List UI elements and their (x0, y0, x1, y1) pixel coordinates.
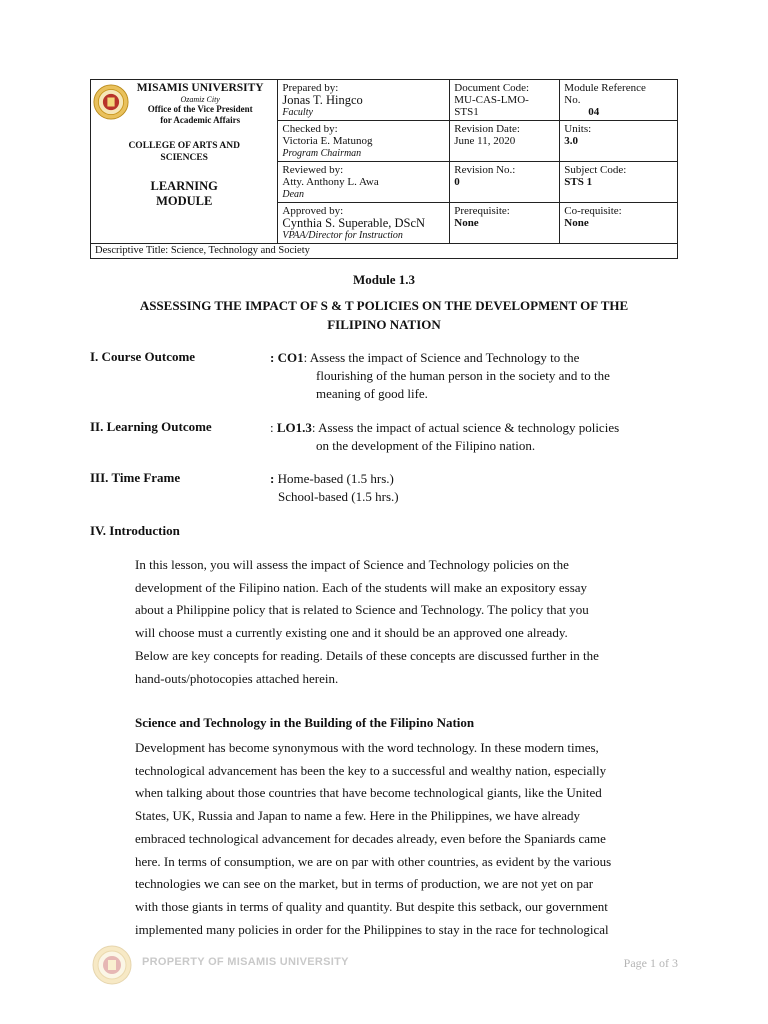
section-line: technological advancement has been the key to a successful and wealthy nation, especially (135, 762, 607, 778)
module-ref-value: 04 (588, 106, 600, 118)
section-paragraph (135, 737, 681, 941)
module-ref-label-1: Module Reference (564, 82, 646, 94)
learning-outcome-label: II. Learning Outcome (90, 419, 212, 434)
units-cell (560, 121, 678, 162)
doc-code-label: Document Code: (454, 82, 530, 94)
checked-role: Program Chairman (282, 148, 362, 159)
course-outcome-label: I. Course Outcome (90, 349, 196, 364)
approved-role: VPAA/Director for Instruction (282, 230, 403, 241)
lm-line-2: MODULE (156, 194, 213, 208)
section-line: technologies we can see on the market, but in terms of production, we are not yet on par (135, 876, 594, 892)
course-outcome-text: : CO1: Assess the impact of Science and Technology to the flourishing of the human person in the society and to the meaning of good life. (270, 349, 690, 403)
prepared-label: Prepared by: (282, 82, 339, 94)
rev-date-value: June 11, 2020 (454, 135, 516, 147)
college-line-1: COLLEGE OF ARTS AND (128, 141, 240, 151)
prepared-role: Faculty (282, 107, 313, 118)
learning-outcome-line-2: on the development of the Filipino nation. (316, 438, 536, 453)
prepared-by-cell (278, 80, 450, 121)
prereq-value: None (454, 217, 479, 229)
course-outcome-line-3: meaning of good life. (316, 386, 428, 401)
college-line-2: SCIENCES (160, 153, 208, 163)
approved-name: Cynthia S. Superable, DScN (282, 216, 426, 230)
college-name (93, 140, 275, 164)
introduction-label: IV. Introduction (90, 523, 180, 538)
coreq-value: None (564, 217, 589, 229)
learning-module-label (93, 179, 275, 209)
module-title-line-1: ASSESSING THE IMPACT OF S & T POLICIES ON THE DEVELOPMENT OF THE (139, 298, 629, 313)
rev-date-label: Revision Date: (454, 123, 520, 135)
university-block (91, 80, 278, 244)
subject-code-cell (560, 162, 678, 203)
document-code-cell (450, 80, 560, 121)
intro-line: hand-outs/photocopies attached herein. (135, 670, 339, 686)
coreq-label: Co-requisite: (564, 205, 622, 217)
section-line: with those giants in terms of quality and quantity. But despite this setback, our government (135, 898, 608, 914)
intro-line: development of the Filipino nation. Each of the students will make an expository essay (135, 579, 588, 595)
time-frame-school: School-based (1.5 hrs.) (278, 489, 399, 504)
reviewed-role: Dean (282, 189, 305, 200)
course-outcome-code: CO1 (277, 350, 304, 365)
rev-no-label: Revision No.: (454, 164, 516, 176)
section-line: when talking about those countries that have become technological giants, like the United (135, 785, 602, 801)
footer-property-text: PROPERTY OF MISAMIS UNIVERSITY (142, 956, 349, 968)
intro-line: will choose must a currently existing one and it should be an approved one already. (135, 625, 568, 641)
approved-by-cell (278, 203, 450, 244)
checked-label: Checked by: (282, 123, 338, 135)
prepared-name: Jonas T. Hingco (282, 93, 363, 107)
course-outcome-line-2: flourishing of the human person in the society and to the (316, 368, 610, 383)
doc-code-line-1: MU-CAS-LMO- (454, 94, 529, 106)
section-line: here. In terms of consumption, we are on par with other countries, as evident by the various (135, 853, 612, 869)
checked-name: Victoria E. Matunog (282, 135, 373, 147)
rev-no-value: 0 (454, 176, 460, 188)
module-title-line-2: FILIPINO NATION (327, 317, 441, 332)
introduction-paragraph (135, 554, 681, 690)
revision-no-cell (450, 162, 560, 203)
checked-by-cell (278, 121, 450, 162)
subject-code-label: Subject Code: (564, 164, 627, 176)
section-heading: Science and Technology in the Building of the Filipino Nation (135, 715, 475, 730)
university-city: Ozamiz City (180, 95, 220, 104)
intro-line: Below are key concepts for reading. Details of these concepts are discussed further in the (135, 647, 599, 663)
approved-label: Approved by: (282, 205, 344, 217)
corequisite-cell (560, 203, 678, 244)
intro-line: about a Philippine policy that is related to Science and Technology. The policy that you (135, 602, 589, 618)
course-outcome-line-1: : Assess the impact of Science and Technology to the (303, 350, 580, 365)
section-line: States, UK, Russia and Japan to name a few. Here in the Philippines, we have already (135, 808, 581, 824)
prerequisite-cell (450, 203, 560, 244)
units-value: 3.0 (564, 135, 579, 147)
document-header-table (90, 79, 678, 259)
page-number: Page 1 of 3 (623, 956, 678, 970)
section-line: implemented many policies in order for the Philippines to stay in the race for technological (135, 921, 609, 937)
learning-outcome-code: LO1.3 (276, 420, 312, 435)
units-label: Units: (564, 123, 592, 135)
office-line-1: Office of the Vice President (147, 104, 253, 114)
section-line: Development has become synonymous with the word technology. In these modern times, (135, 740, 599, 755)
learning-outcome-text: : LO1.3: Assess the impact of actual science & technology policies on the development of the Filipino nation. (270, 419, 690, 455)
time-frame-label: III. Time Frame (90, 470, 181, 485)
section-line: embraced technological advancement for decades already, even before the Spaniards came (135, 830, 606, 846)
reviewed-label: Reviewed by: (282, 164, 344, 176)
doc-code-line-2: STS1 (454, 106, 479, 118)
footer-seal-icon (92, 945, 132, 985)
module-ref-label-2: No. (564, 94, 581, 106)
time-frame-home: Home-based (1.5 hrs.) (277, 471, 394, 486)
intro-line: In this lesson, you will assess the impact of Science and Technology policies on the (135, 557, 569, 572)
subject-code-value: STS 1 (564, 176, 593, 188)
learning-outcome-line-1: : Assess the impact of actual science & technology policies (311, 420, 620, 435)
reviewed-by-cell (278, 162, 450, 203)
module-number: Module 1.3 (352, 272, 416, 287)
university-seal-icon (93, 84, 129, 120)
university-name: MISAMIS UNIVERSITY (136, 82, 264, 94)
time-frame-text: : Home-based (1.5 hrs.) School-based (1.5 hrs.) (270, 470, 690, 506)
lm-line-1: LEARNING (150, 179, 218, 193)
module-reference-cell (560, 80, 678, 121)
reviewed-name: Atty. Anthony L. Awa (282, 176, 379, 188)
prereq-label: Prerequisite: (454, 205, 510, 217)
revision-date-cell (450, 121, 560, 162)
office-line-2: for Academic Affairs (160, 115, 241, 125)
module-title (90, 296, 678, 334)
descriptive-title: Descriptive Title: Science, Technology and Society (91, 244, 678, 259)
